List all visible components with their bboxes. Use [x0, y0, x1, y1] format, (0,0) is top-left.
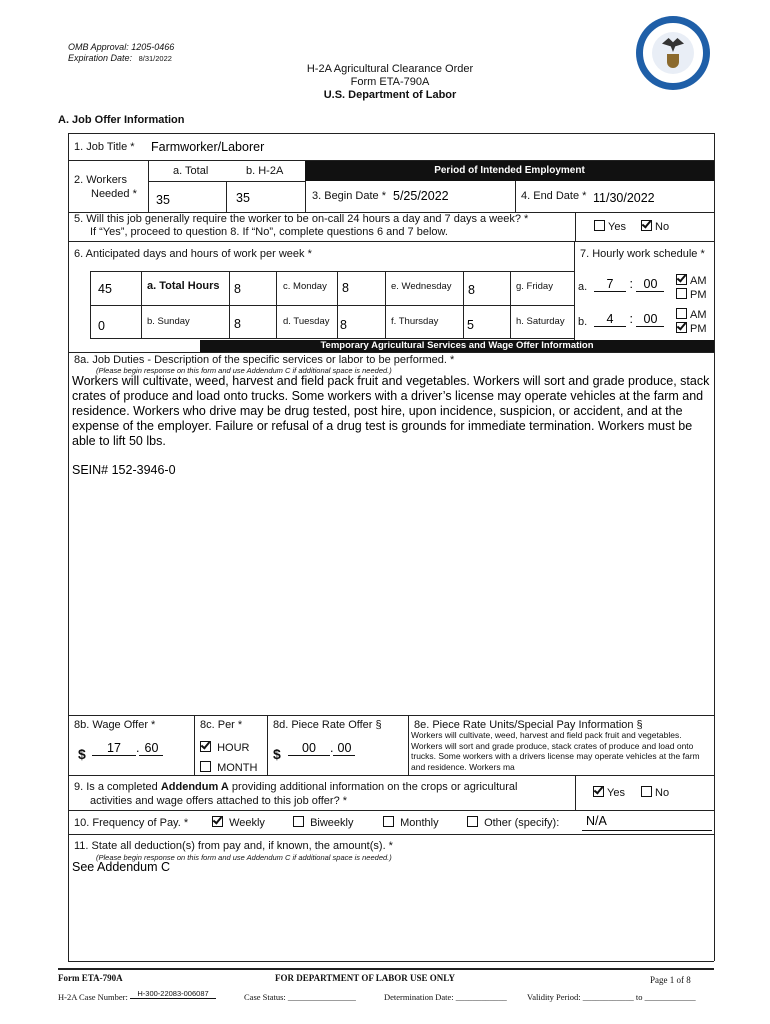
total-workers-field[interactable]: 35: [156, 193, 170, 207]
pm-label: PM: [690, 289, 707, 301]
pm-label: PM: [690, 323, 707, 335]
deductions-label: 11. State all deduction(s) from pay and, if known, the amount(s). *: [74, 840, 393, 852]
schedule-b-hour[interactable]: 4: [594, 312, 626, 327]
monday-hours-field[interactable]: 8: [234, 282, 241, 296]
end-date-label: 4. End Date *: [521, 190, 587, 202]
addendum-yes-checkbox[interactable]: [593, 786, 604, 797]
sein-text: SEIN# 152-3946-0: [72, 463, 176, 477]
workers-needed-label: 2. Workers: [74, 174, 127, 186]
schedule-a-pm-checkbox[interactable]: [676, 288, 687, 299]
pay-other-field[interactable]: N/A: [582, 814, 712, 831]
pay-other-label: Other (specify):: [484, 817, 560, 829]
piece-rate-cents-field[interactable]: 00: [333, 741, 355, 756]
footer-page-number: Page 1 of 8: [650, 975, 691, 985]
job-duties-field[interactable]: Workers will cultivate, weed, harvest and field pack fruit and vegetables. Workers will sort and grade produce, stack crates of produce and load onto trucks. Some workers with a driver’s license may operate vehicles at the farm and residence. Workers who drive may be drug tested, post hire, upon incidence, suspicion, or accident, and at the expense of the employer. Failure or refusal of a drug test is grounds for immediate termination. Workers must be able to lift 50 lbs.: [72, 374, 710, 448]
friday-label: g. Friday: [516, 281, 553, 292]
wage-offer-label: 8b. Wage Offer *: [74, 719, 156, 731]
end-date-field[interactable]: 11/30/2022: [593, 191, 655, 205]
pay-monthly-checkbox[interactable]: [383, 816, 394, 827]
begin-date-label: 3. Begin Date *: [312, 190, 386, 202]
per-month-checkbox[interactable]: [200, 761, 211, 772]
job-duties-note: (Please begin response on this form and use Addendum C if additional space is needed.): [96, 366, 392, 375]
total-hours-label: a. Total Hours: [147, 280, 220, 292]
schedule-a-hour[interactable]: 7: [594, 277, 626, 292]
on-call-question: 5. Will this job generally require the worker to be on-call 24 hours a day and 7 days a week? *: [74, 213, 529, 225]
piece-rate-dollar-sign: $: [273, 746, 281, 762]
footer-case-number: [58, 989, 216, 1003]
begin-date-field[interactable]: 5/25/2022: [393, 189, 449, 203]
period-of-employment-bar: Period of Intended Employment: [305, 161, 714, 181]
expiration-label: Expiration Date:: [68, 53, 133, 63]
section-a-heading: A. Job Offer Information: [58, 114, 185, 126]
on-call-yes-label: Yes: [608, 221, 626, 233]
schedule-a-am-option[interactable]: [676, 274, 707, 288]
case-number-label: H-2A Case Number:: [58, 992, 128, 1002]
schedule-a-minute[interactable]: 00: [636, 277, 664, 292]
wednesday-hours-field[interactable]: 8: [468, 283, 475, 297]
total-workers-label: a. Total: [173, 165, 209, 177]
addendum-no-option[interactable]: [641, 786, 669, 799]
pay-biweekly-checkbox[interactable]: [293, 816, 304, 827]
schedule-a-pm-option[interactable]: [676, 288, 707, 302]
addendum-no-checkbox[interactable]: [641, 786, 652, 797]
on-call-yes-option[interactable]: [594, 220, 626, 233]
addendum-a-question-line2: activities and wage offers attached to this job offer? *: [90, 795, 348, 807]
on-call-no-option[interactable]: [641, 220, 669, 233]
expiration-date: [68, 53, 174, 64]
schedule-b-pm-option[interactable]: [676, 322, 707, 336]
pay-monthly-option[interactable]: [383, 816, 439, 829]
wednesday-label: e. Wednesday: [391, 281, 452, 292]
sunday-adjacent-hours-field[interactable]: 8: [234, 317, 241, 331]
addendum-a-q-part2: providing additional information on the crops or agricultural: [228, 781, 518, 793]
job-title-field[interactable]: Farmworker/Laborer: [151, 140, 265, 154]
thursday-hours-field[interactable]: 5: [467, 318, 474, 332]
days-hours-label: 6. Anticipated days and hours of work per week *: [74, 248, 312, 260]
pay-weekly-checkbox[interactable]: [212, 816, 223, 827]
thursday-label: f. Thursday: [391, 316, 439, 327]
addendum-a-q-part1: 9. Is a completed: [74, 781, 161, 793]
pay-other-option[interactable]: [467, 816, 559, 829]
footer-determination-date: Determination Date: ____________: [384, 992, 507, 1002]
footer-form-id: Form ETA-790A: [58, 973, 123, 983]
on-call-no-checkbox[interactable]: [641, 220, 652, 231]
workers-needed-label-2: Needed *: [91, 188, 137, 200]
addendum-yes-label: Yes: [607, 787, 625, 799]
schedule-b-label: b.: [578, 316, 588, 328]
am-label: AM: [690, 309, 707, 321]
on-call-instructions: If “Yes”, proceed to question 8. If “No”, complete questions 6 and 7 below.: [90, 226, 448, 238]
schedule-b-am-checkbox[interactable]: [676, 308, 687, 319]
schedule-b-minute[interactable]: 00: [636, 312, 664, 327]
job-duties-label: 8a. Job Duties - Description of the specific services or labor to be performed. *: [74, 354, 455, 366]
addendum-a-question: [74, 780, 517, 794]
pay-frequency-label: 10. Frequency of Pay. *: [74, 817, 189, 829]
per-hour-option[interactable]: [200, 738, 257, 758]
deductions-note: (Please begin response on this form and use Addendum C if additional space is needed.): [96, 853, 392, 862]
addendum-no-label: No: [655, 787, 670, 799]
pay-biweekly-label: Biweekly: [310, 817, 354, 829]
sunday-label: b. Sunday: [147, 316, 190, 327]
footer-case-status: Case Status: ________________: [244, 992, 356, 1002]
pay-weekly-label: Weekly: [229, 817, 265, 829]
deductions-field[interactable]: See Addendum C: [72, 860, 170, 874]
pay-biweekly-option[interactable]: [293, 816, 353, 829]
piece-rate-dollars-field[interactable]: 00: [288, 741, 330, 756]
monday-hours-value[interactable]: 8: [342, 281, 349, 295]
per-label: 8c. Per *: [200, 719, 243, 731]
piece-rate-label: 8d. Piece Rate Offer §: [273, 719, 382, 731]
am-label: AM: [690, 275, 707, 287]
expiration-value: 8/31/2022: [138, 54, 172, 63]
pay-weekly-option[interactable]: [212, 816, 265, 829]
piece-rate-units-field[interactable]: Workers will cultivate, weed, harvest and field pack fruit and vegetables. Workers will sort and grade produce, stack crates of produce and load onto trucks. Some workers with a drivers license may operate vehicles at the farm and residence. Workers ma: [411, 730, 700, 772]
omb-approval: OMB Approval: 1205-0466: [68, 42, 175, 52]
tuesday-label: d. Tuesday: [283, 316, 330, 327]
pay-other-checkbox[interactable]: [467, 816, 478, 827]
addendum-a-q-bold: Addendum A: [160, 781, 229, 793]
sunday-hours-field[interactable]: 0: [98, 319, 105, 333]
footer-dol-use: FOR DEPARTMENT OF LABOR USE ONLY: [275, 973, 455, 983]
dol-seal-icon: [636, 16, 710, 90]
tuesday-hours-field[interactable]: 8: [340, 318, 347, 332]
services-wage-bar: Temporary Agricultural Services and Wage Offer Information: [200, 340, 714, 352]
case-number-field[interactable]: H-300-22083-006087: [130, 989, 216, 999]
schedule-a-label: a.: [578, 281, 588, 293]
h2a-workers-label: b. H-2A: [246, 165, 284, 177]
job-title-label: 1. Job Title *: [74, 141, 135, 153]
wage-dollars-field[interactable]: 17: [92, 741, 136, 756]
schedule-b-am-option[interactable]: [676, 308, 707, 322]
form-number: Form ETA-790A: [350, 76, 430, 88]
per-hour-checkbox[interactable]: [200, 741, 211, 752]
department-name: U.S. Department of Labor: [323, 89, 457, 101]
hourly-schedule-label: 7. Hourly work schedule *: [580, 248, 705, 260]
on-call-yes-checkbox[interactable]: [594, 220, 605, 231]
wage-dollar-sign: $: [78, 746, 86, 762]
addendum-yes-option[interactable]: [593, 786, 625, 799]
total-hours-field[interactable]: 45: [98, 282, 112, 296]
footer-validity-period: Validity Period: ____________ to ____________: [527, 992, 696, 1002]
per-month-label: MONTH: [217, 762, 258, 774]
schedule-a-am-checkbox[interactable]: [676, 274, 687, 285]
on-call-no-label: No: [655, 221, 670, 233]
pay-monthly-label: Monthly: [400, 817, 439, 829]
form-title: H-2A Agricultural Clearance Order: [306, 63, 474, 75]
wage-cents-field[interactable]: 60: [139, 741, 163, 756]
saturday-label: h. Saturday: [516, 316, 565, 327]
monday-label: c. Monday: [283, 281, 327, 292]
schedule-b-pm-checkbox[interactable]: [676, 322, 687, 333]
piece-rate-units-label: 8e. Piece Rate Units/Special Pay Information §: [414, 719, 643, 731]
h2a-workers-field[interactable]: 35: [236, 191, 250, 205]
per-hour-label: HOUR: [217, 742, 250, 754]
